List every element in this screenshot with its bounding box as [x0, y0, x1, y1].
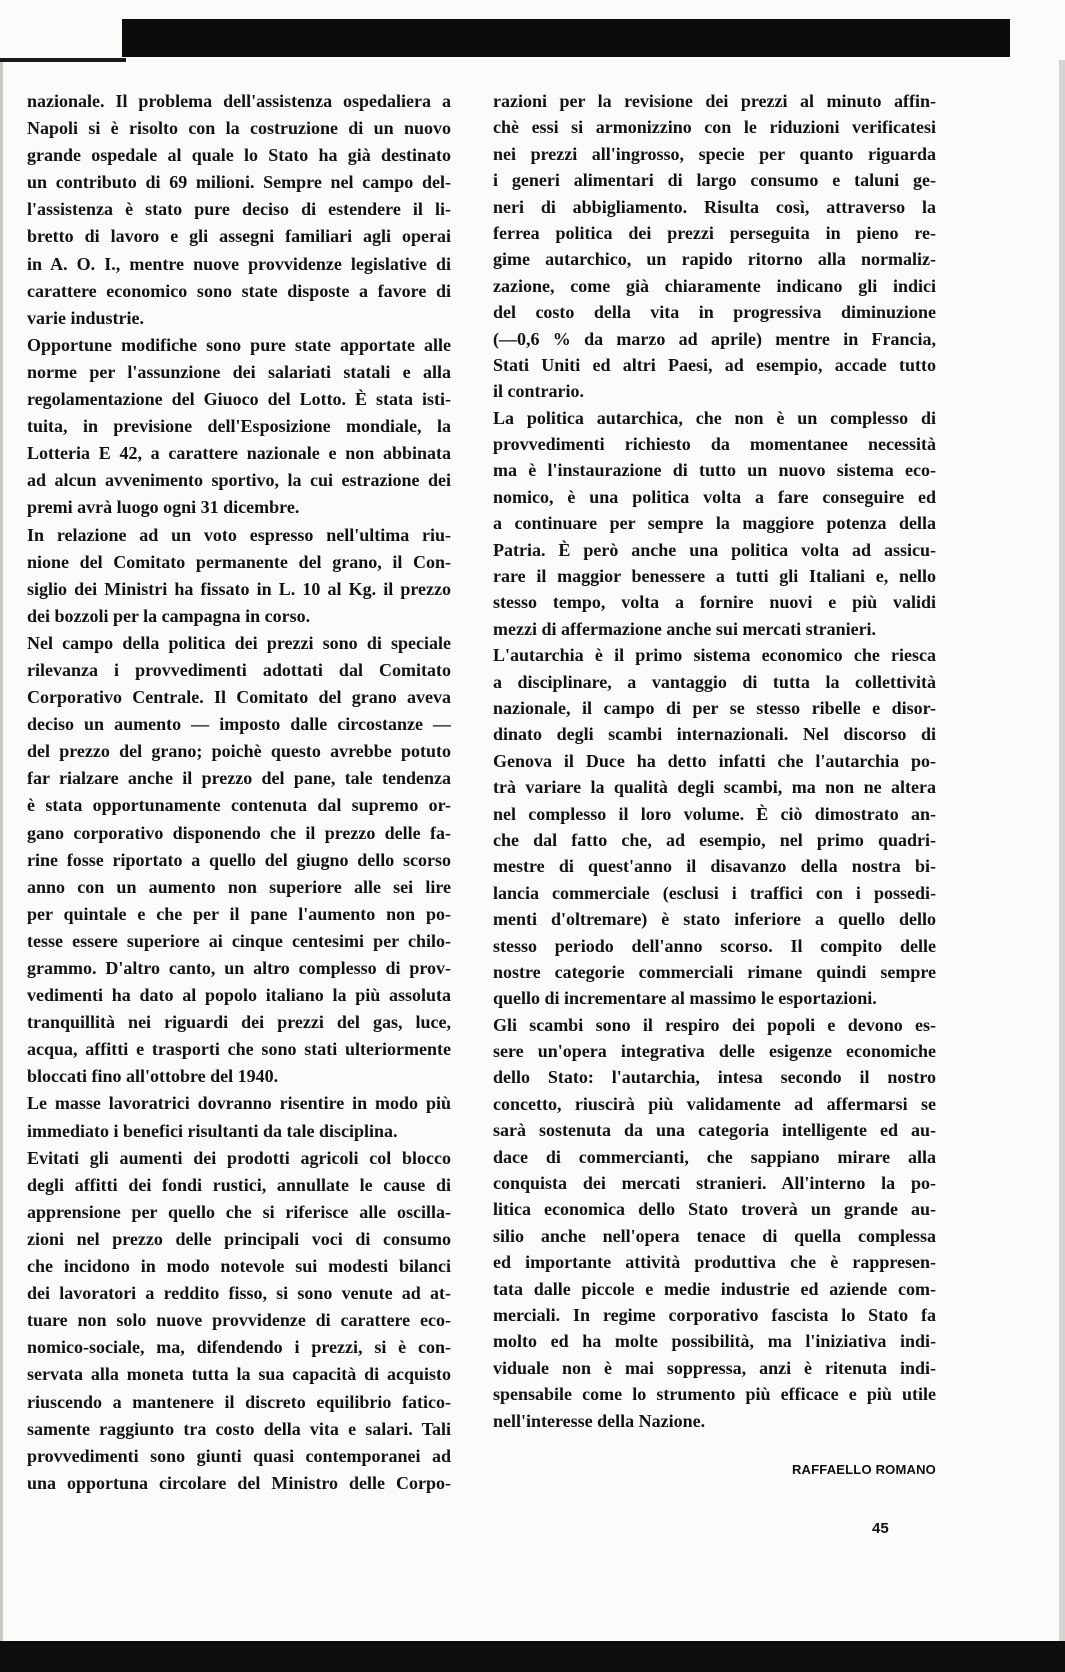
text-line: norme per l'assunzione dei salariati statali e alla: [27, 361, 451, 382]
text-line: razioni per la revisione dei prezzi al minuto affin-: [493, 91, 936, 111]
text-line: acqua, affitti e trasporti che sono stati ulteriormente: [27, 1039, 451, 1060]
text-line: provvedimenti richiesto da momentanee necessità: [493, 434, 936, 455]
text-line: ed importante attività produttiva che è rappresen-: [493, 1252, 936, 1273]
text-line: riuscendo a mantenere il discreto equilibrio fatico-: [27, 1391, 451, 1412]
bottom-scan-bar: [0, 1641, 1065, 1672]
text-line: mezzi di affermazione anche sui mercati stranieri.: [493, 618, 877, 639]
text-line: rare il maggior benessere a tutti gli Italiani e, nello: [493, 566, 936, 587]
text-line: bloccati fino all'ottobre del 1940.: [27, 1066, 279, 1087]
text-line: Genova il Duce ha detto infatti che l'autarchia po-: [493, 750, 936, 771]
text-line: nazionale, il campo di per se stesso ribelle e disor-: [493, 697, 936, 718]
text-line: gano corporativo disponendo che il prezzo delle fa-: [27, 822, 451, 843]
text-line: lancia commerciale (esclusi i traffici con i possedi-: [493, 882, 936, 903]
text-line: in A. O. I., mentre nuove provvidenze legislative di: [27, 253, 451, 274]
left-page-edge: [0, 62, 3, 1641]
text-line: silio anche nell'opera tenace di quella complessa: [493, 1225, 936, 1246]
top-scan-bar: [122, 19, 1010, 57]
text-line: è stata opportunamente contenuta dal supremo or-: [27, 795, 451, 816]
text-line: premi avrà luogo ogni 31 dicembre.: [27, 497, 300, 518]
text-line: dei lavoratori a reddito fisso, si sono venute ad at-: [27, 1283, 451, 1304]
text-line: neri di abbigliamento. Risulta così, attraverso la: [493, 196, 936, 217]
text-line: che dal fatto che, ad esempio, nel primo quadri-: [493, 829, 936, 850]
text-line: provvedimenti sono giunti quasi contemporanei ad: [27, 1445, 451, 1466]
text-line: a continuare per sempre la maggiore potenza della: [493, 513, 936, 534]
text-line: zioni nel prezzo delle principali voci di consumo: [27, 1228, 451, 1249]
text-line: rine fosse riportato a quello del giugno dello scorso: [27, 849, 451, 870]
text-line: stesso tempo, volta a fornire nuovi e più validi: [493, 592, 936, 613]
page-number: 45: [872, 1520, 889, 1537]
text-line: merciali. In regime corporativo fascista lo Stato fa: [493, 1304, 936, 1325]
text-line: Lotteria E 42, a carattere nazionale e non abbinata: [27, 443, 451, 464]
text-line: tranquillità nei riguardi dei prezzi del gas, luce,: [27, 1012, 451, 1033]
text-line: chè essi si armonizzino con le riduzioni verificatesi: [493, 117, 936, 138]
text-line: carattere economico sono state disposte a favore di: [27, 280, 451, 301]
text-line: nazionale. Il problema dell'assistenza ospedaliera a: [27, 91, 451, 111]
text-line: Gli scambi sono il respiro dei popoli e devono es-: [493, 1014, 936, 1035]
text-line: per quintale e che per il pane l'aumento non po-: [27, 903, 451, 924]
text-line: litica economica dello Stato troverà un grande au-: [493, 1199, 936, 1220]
text-line: Le masse lavoratrici dovranno risentire in modo più: [27, 1093, 451, 1114]
text-line: molto ed ha molte possibilità, ma l'iniziativa indi-: [493, 1331, 936, 1352]
text-line: nostre categorie commerciali rimane quindi sempre: [493, 961, 936, 982]
text-line: servata alla moneta tutta la sua capacità di acquisto: [27, 1364, 451, 1385]
text-line: a disciplinare, a vantaggio di tutta la collettività: [493, 671, 936, 692]
text-line: ad alcun avvenimento sportivo, la cui estrazione dei: [27, 470, 451, 491]
text-line: Opportune modifiche sono pure state apportate alle: [27, 334, 451, 355]
text-line: grammo. D'altro canto, un altro complesso di prov-: [27, 958, 451, 978]
text-line: una opportuna circolare del Ministro delle Corpo-: [27, 1472, 451, 1493]
text-line: tesse essere superiore ai cinque centesimi per chilo-: [27, 930, 451, 951]
text-line: nel complesso il loro volume. È ciò dimostrato an-: [493, 803, 936, 824]
text-line: tata dalle piccole e medie industrie ed aziende com-: [493, 1278, 936, 1299]
text-line: rilevanza i provvedimenti adottati dal Comitato: [27, 659, 451, 680]
text-line: regolamentazione del Giuoco del Lotto. È stata isti-: [27, 389, 451, 410]
text-line: far rialzare anche il prezzo del pane, tale tendenza: [27, 768, 451, 789]
text-line: ferrea politica dei prezzi perseguita in pieno re-: [493, 222, 936, 243]
text-line: l'assistenza è stato pure deciso di estendere il li-: [27, 199, 451, 220]
text-line: stesso periodo dell'anno scorso. Il compito delle: [493, 935, 936, 956]
text-line: zazione, come già chiaramente indicano gli indici: [493, 275, 936, 296]
text-line: viduale non è mai soppressa, anzi è ritenuta indi-: [493, 1357, 936, 1378]
text-line: immediato i benefici risultanti da tale disciplina.: [27, 1120, 398, 1141]
text-line: varie industrie.: [27, 307, 144, 328]
text-line: Corporativo Centrale. Il Comitato del grano aveva: [27, 687, 451, 708]
text-line: nei prezzi all'ingrosso, specie per quanto riguarda: [493, 143, 936, 164]
text-line: menti d'oltremare) è stato inferiore a quello dello: [493, 909, 936, 930]
text-line: del prezzo del grano; poichè questo avrebbe potuto: [27, 741, 451, 762]
text-line: (—0,6 % da marzo ad aprile) mentre in Francia,: [493, 328, 936, 349]
text-line: deciso un aumento — imposto dalle circostanze —: [27, 714, 451, 735]
text-line: Patria. È però anche una politica volta ad assicu-: [493, 539, 936, 560]
text-line: spensabile come lo strumento più efficace e più utile: [493, 1384, 936, 1405]
right-page-edge: [1059, 60, 1065, 1641]
text-line: che incidono in modo notevole sui modesti bilanci: [27, 1256, 451, 1277]
right-column: [493, 88, 936, 1434]
text-line: un contributo di 69 milioni. Sempre nel campo del-: [27, 172, 451, 193]
author-signature: RAFFAELLO ROMANO: [791, 1462, 936, 1477]
text-line: apprensione per quello che si riferisce alle oscilla-: [27, 1201, 451, 1222]
text-line: tuare non solo nuove provvidenze di carattere eco-: [27, 1310, 451, 1331]
text-line: bretto di lavoro e gli assegni familiari agli operai: [27, 226, 451, 247]
text-line: dei bozzoli per la campagna in corso.: [27, 605, 311, 626]
text-line: nell'interesse della Nazione.: [493, 1410, 706, 1431]
text-line: tuita, in previsione dell'Esposizione mondiale, la: [27, 416, 451, 437]
text-line: sere un'opera integrativa delle esigenze economiche: [493, 1041, 936, 1062]
text-line: Stati Uniti ed altri Paesi, ad esempio, accade tutto: [493, 354, 936, 375]
text-line: del costo della vita in progressiva diminuzione: [493, 302, 936, 323]
text-line: nione del Comitato permanente del grano, il Con-: [27, 551, 451, 572]
text-line: conquista dei mercati stranieri. All'interno la po-: [493, 1173, 936, 1194]
text-line: dace di commercianti, che sappiano mirare alla: [493, 1146, 936, 1167]
text-line: concetto, riuscirà più validamente ad affermarsi se: [493, 1093, 936, 1114]
text-line: il contrario.: [493, 381, 584, 402]
text-line: trà variare la qualità degli scambi, ma non ne altera: [493, 777, 936, 798]
text-line: degli affitti dei fondi rustici, annullate le cause di: [27, 1174, 451, 1195]
top-rule: [0, 58, 126, 62]
text-line: gime autarchico, un rapido ritorno alla normaliz-: [493, 249, 936, 270]
text-line: Evitati gli aumenti dei prodotti agricoli col blocco: [27, 1147, 451, 1168]
left-column: [27, 88, 451, 1497]
text-line: mestre di quest'anno il disavanzo della nostra bi-: [493, 856, 936, 877]
text-line: La politica autarchica, che non è un complesso di: [493, 407, 936, 428]
text-line: i generi alimentari di largo consumo e taluni ge-: [493, 170, 936, 191]
text-line: L'autarchia è il primo sistema economico che riesca: [493, 645, 936, 666]
text-line: quello di incrementare al massimo le esportazioni.: [493, 988, 877, 1009]
text-line: Napoli si è risolto con la costruzione di un nuovo: [27, 118, 451, 139]
text-line: anno con un aumento non superiore alle sei lire: [27, 876, 451, 897]
text-line: grande ospedale al quale lo Stato ha già destinato: [27, 145, 451, 166]
text-line: nomico-sociale, ma, difendendo i prezzi, si è con-: [27, 1337, 451, 1358]
text-line: dinato degli scambi internazionali. Nel discorso di: [493, 724, 936, 745]
text-line: sarà sostenuta da una categoria intelligente ed au-: [493, 1120, 936, 1141]
text-line: dello Stato: l'autarchia, intesa secondo il nostro: [493, 1067, 936, 1088]
text-line: ma è l'instaurazione di tutto un nuovo sistema eco-: [493, 460, 936, 481]
text-line: vedimenti ha dato al popolo italiano la più assoluta: [27, 985, 451, 1006]
text-line: siglio dei Ministri ha fissato in L. 10 al Kg. il prezzo: [27, 578, 451, 599]
text-line: In relazione ad un voto espresso nell'ultima riu-: [27, 524, 451, 545]
text-line: Nel campo della politica dei prezzi sono di speciale: [27, 632, 451, 653]
text-line: samente raggiunto tra costo della vita e salari. Tali: [27, 1418, 451, 1439]
text-line: nomico, è una politica volta a fare conseguire ed: [493, 486, 936, 507]
